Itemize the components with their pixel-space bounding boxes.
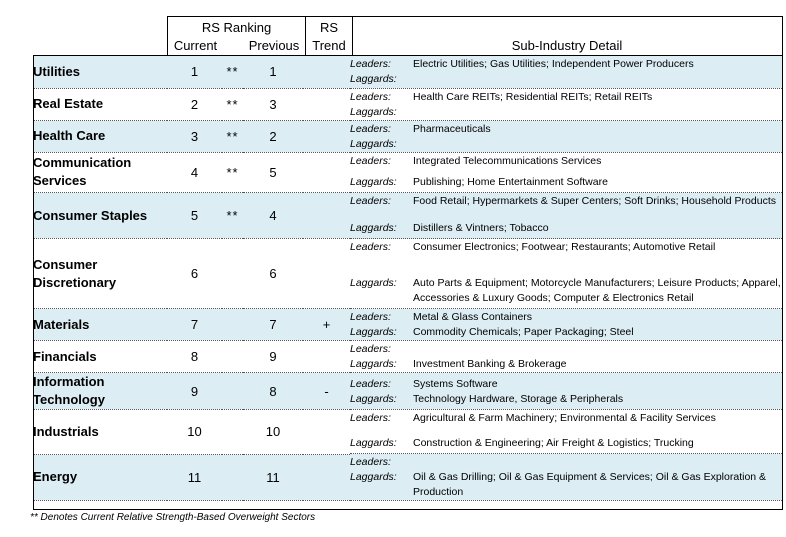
sub-industry-detail — [350, 239, 782, 309]
leaders-line-label: Leaders: — [350, 58, 391, 71]
sector-row — [33, 152, 782, 193]
rs-trend — [303, 454, 350, 501]
previous-rank: 11 — [243, 454, 303, 501]
previous-rank: 3 — [243, 88, 303, 120]
overweight-marker: ** — [222, 120, 243, 152]
leaders-line-value — [413, 455, 782, 470]
rs-trend — [303, 410, 350, 455]
laggards-line-value: Construction & Engineering; Air Freight & Logistics; Trucking — [413, 437, 694, 449]
leaders-line-label: Leaders: — [350, 343, 391, 355]
laggards-line-label: Laggards: — [350, 358, 397, 370]
leaders-line-label: Leaders: — [350, 310, 391, 323]
laggards-line-value — [413, 72, 782, 87]
sub-industry-detail — [350, 88, 782, 120]
laggards-line-label: Laggards: — [350, 221, 397, 234]
laggards-line-label: Laggards: — [350, 73, 397, 86]
sub-industry-detail — [350, 193, 782, 239]
previous-rank: 10 — [243, 410, 303, 455]
leaders-line-value: Pharmaceuticals — [413, 122, 491, 135]
sector-name: Energy — [33, 454, 167, 501]
leaders-line-value: Integrated Telecommunications Services — [413, 154, 602, 167]
sector-row — [33, 410, 782, 455]
laggards-line-value — [413, 137, 782, 152]
laggards-line-label: Laggards: — [350, 325, 397, 338]
laggards-line-value — [413, 105, 782, 120]
overweight-marker: ** — [222, 56, 243, 88]
leaders-line-label: Leaders: — [350, 194, 391, 207]
current-rank: 9 — [167, 373, 222, 410]
overweight-marker — [222, 341, 243, 373]
laggards-line — [350, 276, 782, 306]
rs-trend — [303, 239, 350, 309]
laggards-line-value: Technology Hardware, Storage & Peripherals — [413, 392, 624, 405]
leaders-line-value: Agricultural & Farm Machinery; Environmental & Facility Services — [413, 412, 716, 424]
rs-trend — [303, 88, 350, 120]
sector-table — [33, 56, 782, 501]
laggards-line-label: Laggards: — [350, 437, 397, 449]
laggards-line — [350, 175, 782, 190]
leaders-line — [350, 194, 782, 209]
leaders-line — [350, 240, 782, 255]
sub-industry-detail — [350, 410, 782, 454]
laggards-line-label: Laggards: — [350, 105, 397, 118]
previous-rank: 8 — [243, 373, 303, 410]
footnote: ** Denotes Current Relative Strength-Based Overweight Sectors — [30, 512, 316, 523]
laggards-line-value: Distillers & Vintners; Tobacco — [413, 221, 549, 234]
laggards-line — [350, 392, 782, 407]
overweight-marker: ** — [222, 193, 243, 239]
sub-industry-detail — [350, 153, 782, 193]
current-rank: 7 — [167, 309, 222, 341]
current-rank: 1 — [167, 56, 222, 88]
laggards-line-value: Investment Banking & Brokerage — [413, 358, 567, 370]
laggards-line — [350, 357, 782, 372]
sector-row — [33, 454, 782, 501]
sector-name: Utilities — [33, 56, 167, 88]
sector-table-body — [33, 56, 782, 501]
sub-industry-detail — [350, 373, 782, 410]
leaders-line-value: Food Retail; Hypermarkets & Super Centers; Soft Drinks; Household Products — [413, 194, 776, 207]
sector-row — [33, 56, 782, 88]
laggards-line-label: Laggards: — [350, 175, 397, 188]
leaders-line — [350, 342, 782, 357]
previous-rank: 1 — [243, 56, 303, 88]
previous-header: Previous — [248, 38, 300, 53]
leaders-line — [350, 411, 782, 426]
leaders-line-label: Leaders: — [350, 122, 391, 135]
sector-name: Materials — [33, 309, 167, 341]
sub-industry-detail — [350, 454, 782, 501]
previous-rank: 5 — [243, 152, 303, 193]
sector-name: Communication Services — [33, 152, 167, 193]
overweight-marker: ** — [222, 88, 243, 120]
trend-header: Trend — [312, 38, 346, 53]
laggards-line-label: Laggards: — [350, 392, 397, 405]
sector-row — [33, 120, 782, 152]
current-rank: 8 — [167, 341, 222, 373]
laggards-line — [350, 221, 782, 236]
sector-name: Industrials — [33, 410, 167, 455]
leaders-line-label: Leaders: — [350, 377, 391, 390]
laggards-line — [350, 325, 782, 340]
laggards-line — [350, 137, 782, 152]
sub-industry-detail — [350, 341, 782, 373]
laggards-line-label: Laggards: — [350, 137, 397, 150]
sub-industry-detail — [350, 120, 782, 152]
previous-rank: 7 — [243, 309, 303, 341]
sector-row — [33, 88, 782, 120]
leaders-line-label: Leaders: — [350, 90, 391, 103]
rs-ranking-header: RS Ranking — [201, 20, 272, 35]
laggards-line — [350, 105, 782, 120]
rs-trend — [303, 193, 350, 239]
laggards-line — [350, 72, 782, 87]
current-rank: 5 — [167, 193, 222, 239]
leaders-line-label: Leaders: — [350, 154, 391, 167]
leaders-line-value — [413, 342, 782, 357]
current-rank: 2 — [167, 88, 222, 120]
leaders-line — [350, 57, 782, 72]
leaders-line — [350, 122, 782, 137]
rs-trend — [303, 56, 350, 88]
leaders-line-label: Leaders: — [350, 456, 391, 468]
current-rank: 4 — [167, 152, 222, 193]
leaders-line-value: Systems Software — [413, 377, 498, 390]
sector-name: Financials — [33, 341, 167, 373]
current-rank: 10 — [167, 410, 222, 455]
leaders-line — [350, 90, 782, 105]
leaders-line — [350, 455, 782, 470]
sector-name: Information Technology — [33, 373, 167, 410]
overweight-marker — [222, 454, 243, 501]
sector-name: Real Estate — [33, 88, 167, 120]
previous-rank: 2 — [243, 120, 303, 152]
sector-name: Health Care — [33, 120, 167, 152]
leaders-line-value: Health Care REITs; Residential REITs; Retail REITs — [413, 90, 653, 103]
sector-row — [33, 239, 782, 309]
leaders-line-value: Consumer Electronics; Footwear; Restaurants; Automotive Retail — [413, 240, 716, 253]
sector-row — [33, 373, 782, 410]
sector-row — [33, 309, 782, 341]
overweight-marker — [222, 309, 243, 341]
leaders-line — [350, 377, 782, 392]
sub-industry-detail — [350, 56, 782, 88]
laggards-line-value: Auto Parts & Equipment; Motorcycle Manufacturers; Leisure Products; Apparel, Accessories & Luxury Goods; Computer & Electronics Retail — [413, 276, 781, 304]
sub-industry-detail — [350, 309, 782, 341]
current-rank: 11 — [167, 454, 222, 501]
laggards-line-value: Oil & Gas Drilling; Oil & Gas Equipment & Services; Oil & Gas Exploration & Production — [413, 471, 767, 498]
rs-trend — [303, 341, 350, 373]
leaders-line-value: Metal & Glass Containers — [413, 310, 533, 323]
current-header: Current — [173, 38, 218, 53]
previous-rank: 6 — [243, 239, 303, 309]
overweight-marker — [222, 410, 243, 455]
previous-rank: 4 — [243, 193, 303, 239]
rs-trend: + — [303, 309, 350, 341]
sector-name: Consumer Discretionary — [33, 239, 167, 309]
rs-trend — [303, 152, 350, 193]
sector-row — [33, 341, 782, 373]
sub-industry-header: Sub-Industry Detail — [511, 38, 623, 53]
sector-name: Consumer Staples — [33, 193, 167, 239]
laggards-line — [350, 470, 782, 500]
leaders-line-label: Leaders: — [350, 240, 391, 253]
previous-rank: 9 — [243, 341, 303, 373]
leaders-line — [350, 310, 782, 325]
sector-row — [33, 193, 782, 239]
overweight-marker: ** — [222, 152, 243, 193]
current-rank: 3 — [167, 120, 222, 152]
rs-trend — [303, 120, 350, 152]
laggards-line — [350, 436, 782, 451]
laggards-line-label: Laggards: — [350, 276, 397, 289]
laggards-line-value: Commodity Chemicals; Paper Packaging; Steel — [413, 325, 634, 338]
leaders-line — [350, 154, 782, 169]
overweight-marker — [222, 239, 243, 309]
leaders-line-label: Leaders: — [350, 412, 391, 424]
rs-header: RS — [319, 20, 339, 35]
laggards-line-label: Laggards: — [350, 471, 397, 483]
current-rank: 6 — [167, 239, 222, 309]
laggards-line-value: Publishing; Home Entertainment Software — [413, 175, 608, 188]
overweight-marker — [222, 373, 243, 410]
rs-trend: - — [303, 373, 350, 410]
leaders-line-value: Electric Utilities; Gas Utilities; Independent Power Producers — [413, 58, 694, 71]
